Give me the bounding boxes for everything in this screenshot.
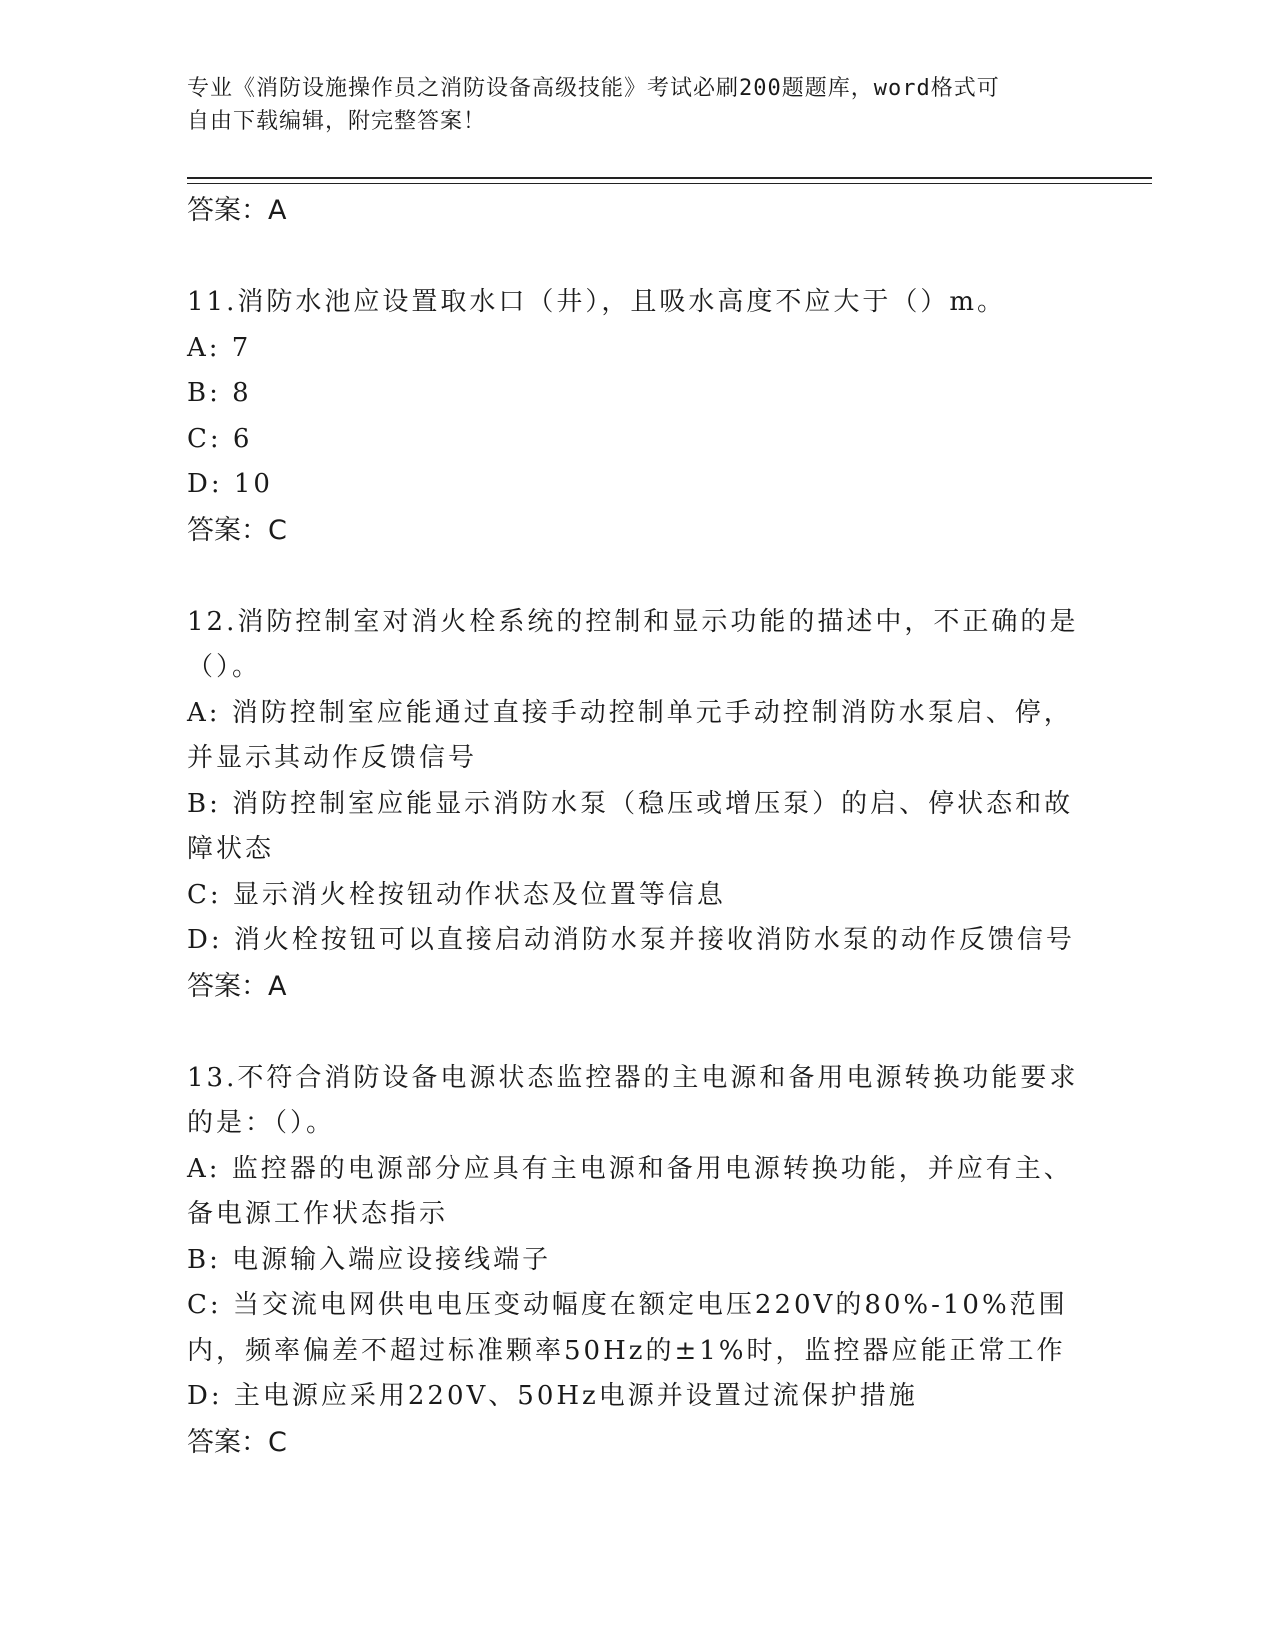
option-c: C: 显示消火栓按钮动作状态及位置等信息 (187, 879, 726, 910)
option-b: B: 电源输入端应设接线端子 (187, 1244, 552, 1275)
option-b: B: 消防控制室应能显示消防水泵（稳压或增压泵）的启、停状态和故障状态 (187, 788, 1074, 864)
header-divider-thin (187, 183, 1152, 184)
question-11 (187, 280, 1087, 554)
spacer (187, 234, 1087, 280)
question-text: 13.不符合消防设备电源状态监控器的主电源和备用电源转换功能要求的是：（）。 (187, 1062, 1079, 1138)
option-c: C: 6 (187, 423, 253, 454)
option-d: D: 主电源应采用220V、50Hz电源并设置过流保护措施 (187, 1381, 918, 1411)
question-text: 12.消防控制室对消火栓系统的控制和显示功能的描述中，不正确的是（）。 (187, 606, 1079, 682)
answer-line: 答案：C (187, 514, 287, 546)
header-divider-thick (187, 177, 1152, 179)
spacer (187, 554, 1087, 600)
header-line-2: 自由下载编辑，附完整答案！ (187, 109, 487, 134)
option-d: D: 10 (187, 469, 273, 499)
option-c: C: 当交流电网供电电压变动幅度在额定电压220V的80%-10%范围内，频率偏差不超过标准颗率50Hz的±1%时，监控器应能正常工作 (187, 1290, 1068, 1366)
option-a: A: 7 (187, 332, 252, 363)
document-content (187, 188, 1087, 1466)
document-header (187, 72, 1067, 138)
option-d: D: 消火栓按钮可以直接启动消防水泵并接收消防水泵的动作反馈信号 (187, 925, 1075, 955)
answer-line: 答案：C (187, 1426, 287, 1458)
option-a: A: 监控器的电源部分应具有主电源和备用电源转换功能，并应有主、备电源工作状态指示 (187, 1153, 1073, 1229)
question-12 (187, 600, 1087, 1010)
header-line-1: 专业《消防设施操作员之消防设备高级技能》考试必刷200题题库，word格式可 (187, 76, 1000, 101)
answer-line: 答案：A (187, 195, 287, 226)
option-a: A: 消防控制室应能通过直接手动控制单元手动控制消防水泵启、停，并显示其动作反馈信号 (187, 697, 1073, 773)
answer-line: 答案：A (187, 970, 287, 1002)
question-13 (187, 1056, 1087, 1466)
option-b: B: 8 (187, 378, 252, 408)
spacer (187, 1010, 1087, 1056)
question-text: 11.消防水池应设置取水口（井），且吸水高度不应大于（）m。 (187, 287, 1007, 317)
